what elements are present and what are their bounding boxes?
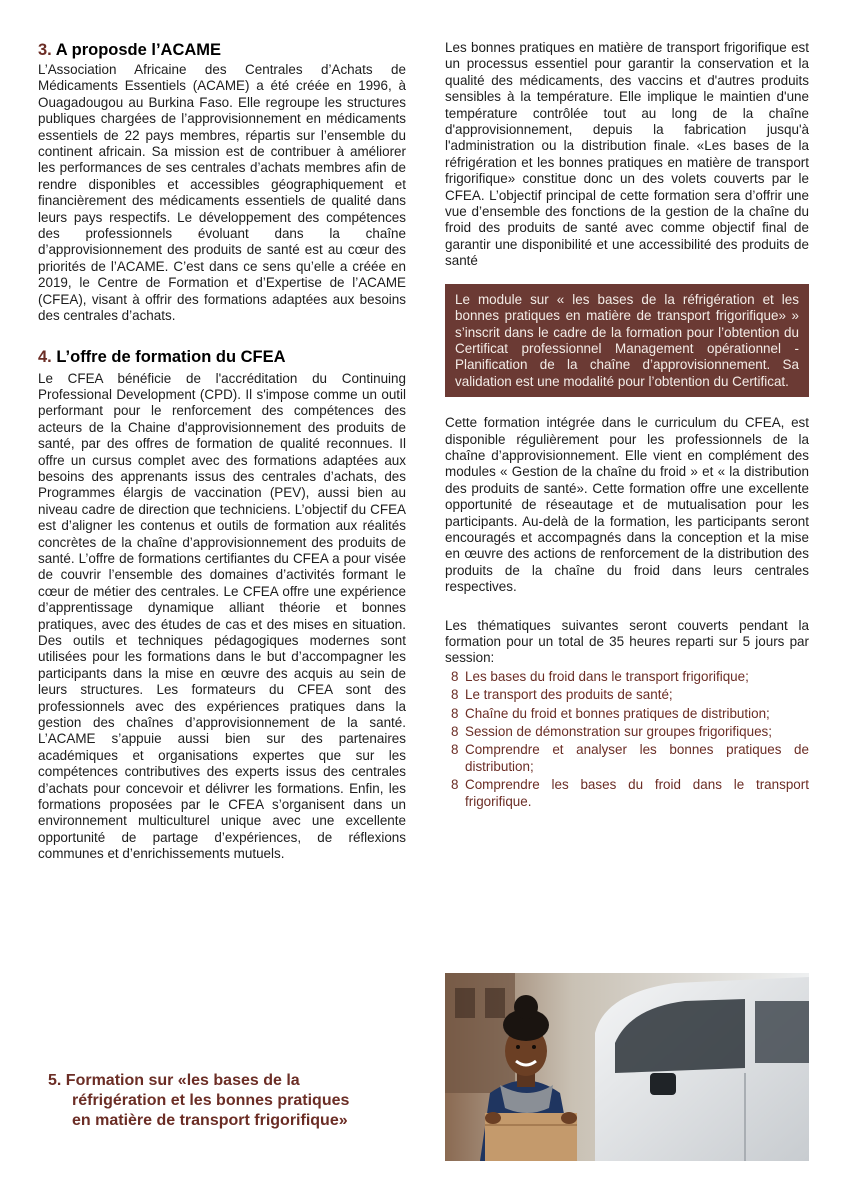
section-5-title-line-2: réfrigération et les bonnes pratiques: [72, 1092, 350, 1109]
section-5-title-line-3: en matière de transport frigorifique»: [72, 1112, 348, 1129]
list-item: 8 Comprendre et analyser les bonnes pratiques de distribution;: [451, 742, 809, 774]
section-4-heading: [38, 347, 406, 367]
section-5-number: 5.: [48, 1072, 62, 1089]
section-3-body: L’Association Africaine des Centrales d’Achats de Médicaments Essentiels (ACAME) a été créée en 1996, à Ouagadougou au Burkina Faso. Elle regroupe les structures publiques chargées de l’approvisionnement en médicaments essentiels de 22 pays membres, répartis sur l’ensemble du continent africain. Sa mission est de contribuer à améliorer les performances de ses centrales d’achats membres afin de rendre disponibles et accessibles géographiquement et financièrement des médicaments essentiels de qualité dans leurs pays respectifs. Le développement des compétences des professionnels évoluant dans la chaîne d’approvisionnement des produits de santé est au cœur des priorités de l’ACAME. C’est dans ce sens qu’elle a créée en 2019, le Centre de Formation et d’Expertise de l’ACAME (CFEA), visant à offrir des formations adaptées aux besoins des centrales d’achats.: [38, 62, 406, 324]
themes-intro: Les thématiques suivantes seront couverts pendant la formation pour un total de 35 heures reparti sur 5 jours par session:: [445, 617, 809, 666]
bullet-icon: 8: [451, 724, 459, 740]
delivery-illustration: [445, 973, 809, 1161]
section-5-title-line-1: Formation sur «les bases de la: [65, 1072, 300, 1089]
section-4-title: L’offre de formation du CFEA: [56, 347, 286, 366]
bullet-icon: 8: [451, 705, 459, 721]
list-item: 8 Session de démonstration sur groupes frigorifiques;: [451, 724, 772, 740]
callout-text: Le module sur « les bases de la réfrigération et les bonnes pratiques en matière de transport frigorifique» » s’inscrit dans le cadre de la formation pour l’obtention du Certificat professionnel Management opérationnel - Planification de la chaîne d’approvisionnement. Sa validation est une modalité pour l’obtention du Certificat.: [455, 291, 799, 389]
list-item: 8 Le transport des produits de santé;: [451, 687, 673, 703]
right-column: [445, 40, 809, 812]
bullet-icon: 8: [451, 777, 459, 793]
section-4-body: Le CFEA bénéficie de l'accréditation du Continuing Professional Development (CPD). Il s'impose comme un outil performant pour le renforcement des compétences des acteurs de la Chaine d'approvisionnement des produits de santé, par des offres de formation de qualité reconnues. Il offre un cursus complet avec des formations adaptées aux besoins des apprenants issus des centrales d’achats, des Programmes élargis de vaccination (PEV), aussi bien au niveau cadre de direction que techniciens. L’objectif du CFEA est d’aligner les contenus et outils de formation aux réalités concrètes de la chaîne d’approvisionnement des produits de santé. L’offre de formations certifiantes du CFEA a pour visée de couvrir l’ensemble des domaines d’activités formant le cœur de métier des centrales. Le CFEA offre une expérience d’apprentissage dynamique alliant théorie et bonnes pratiques, avec des études de cas et des mises en situation. Des outils et techniques pédagogiques modernes sont utilisées pour les formations dans le but d’accompagner les participants dans la mise en œuvre des acquis au sein de leurs structures. Les formateurs du CFEA sont des professionnels avec des expériences pratiques dans la gestion des chaînes d’approvisionnement de la santé. L’ACAME s’appuie aussi bien sur des partenaires académiques et organisations expertes que sur les compétences contributives des experts issus des centrales d’achats pour concevoir et délivrer les formations. Enfin, les formations proposées par le CFEA s’organisent dans un environnement multiculturel unique avec une excellente opportunité de partage d’expériences, de réflexions communes et d’enrichissements mutuels.: [38, 370, 406, 862]
curriculum-paragraph: Cette formation intégrée dans le curriculum du CFEA, est disponible régulièrement pour les professionnels de la chaîne d’approvisionnement. Elle vient en complément des modules « Gestion de la chaîne du froid » et « la distribution des produits de santé». Cette formation offre une excellente opportunité de réseautage et de mutualisation pour les participants. Au-delà de la formation, les participants seront encouragés et accompagnés dans la conception et la mise en œuvre des actions de renforcement de la distribution des produits de la chaîne du froid dans leurs centrales respectives.: [445, 415, 809, 595]
section-3-title: A proposde l’ACAME: [55, 41, 222, 59]
delivery-photo: [445, 973, 809, 1161]
themes-list: [445, 669, 809, 810]
section-4-number: 4.: [38, 347, 52, 366]
list-item: 8 Les bases du froid dans le transport frigorifique;: [451, 668, 749, 684]
section-3-heading: [38, 40, 406, 60]
transport-intro-paragraph: Les bonnes pratiques en matière de transport frigorifique est un processus essentiel pour garantir la conservation et la qualité des médicaments, des vaccins et d'autres produits sensibles à la température. Elle implique le maintien d'une température contrôlée tout au long de la chaîne d'approvisionnement, depuis la fabrication jusqu'à l'administration ou la distribution finale. «Les bases de la réfrigération et les bonnes pratiques en matière de transport frigorifique» constitue donc un des volets couverts par le CFEA. L’objectif principal de cette formation sera d’offrir une vue d’ensemble des fonctions de la gestion de la chaîne du froid des produits de santé avec comme objectif final de garantir une disponibilité et une accessibilité des produits de santé: [445, 40, 809, 269]
bullet-icon: 8: [451, 742, 459, 758]
list-item: 8 Comprendre les bases du froid dans le transport frigorifique.: [451, 777, 809, 809]
section-3-number: 3.: [38, 41, 52, 59]
list-item: 8 Chaîne du froid et bonnes pratiques de distribution;: [451, 705, 770, 721]
certificate-callout-box: [445, 284, 809, 397]
section-5-heading: [48, 1071, 408, 1131]
bullet-icon: 8: [451, 687, 459, 703]
left-column: [38, 40, 406, 863]
bullet-icon: 8: [451, 668, 459, 684]
